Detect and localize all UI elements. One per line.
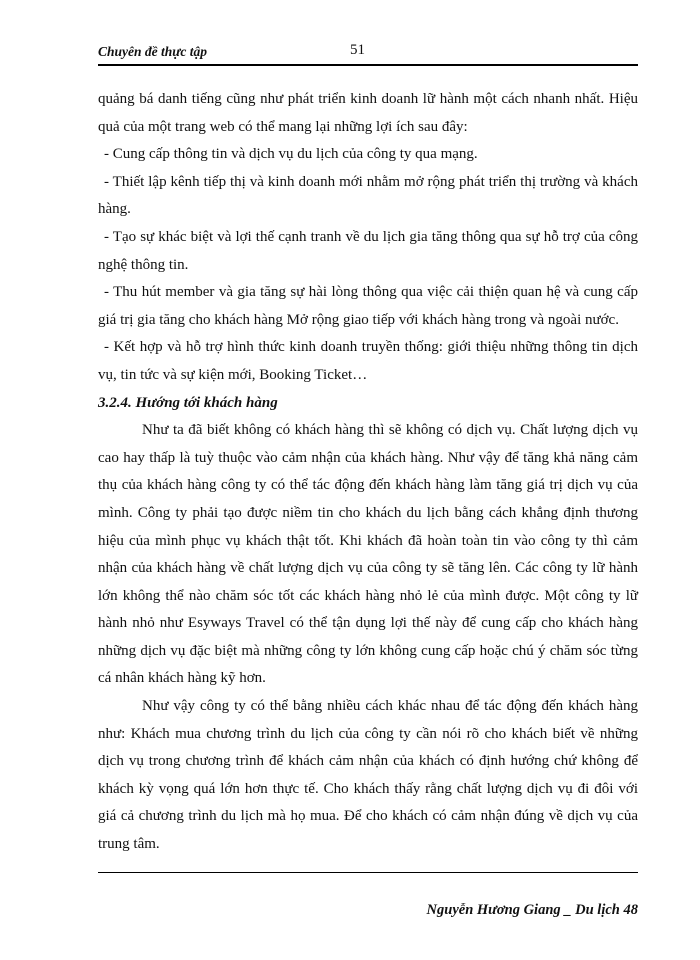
bullet-item: - Kết hợp và hỗ trợ hình thức kinh doanh truyền thống: giới thiệu những thông tin dịch vụ, tin tức và sự kiện mới, Booking Ticket…	[98, 339, 638, 383]
paragraph-body: Như vậy công ty có thể bằng nhiều cách khác nhau để tác động đến khách hàng như: Khách mua chương trình du lịch của công ty cần nói rõ cho khách biết về những dịch vụ trong chương trình để khách cảm nhận của khách có định hướng chứ không để khách kỳ vọng quá lớn hơn thực tế. Cho khách thấy rằng chất lượng dịch vụ đi đôi với giá cả chương trình du lịch mà họ mua. Để cho khách có cảm nhận đúng về dịch vụ của trung tâm.	[98, 698, 638, 853]
header-divider	[98, 64, 638, 66]
page-header	[98, 42, 638, 64]
paragraph-intro: quảng bá danh tiếng cũng như phát triển kinh doanh lữ hành một cách nhanh nhất. Hiệu quả của một trang web có thể mang lại những lợi ích sau đây:	[98, 91, 638, 135]
paragraph-body: Như ta đã biết không có khách hàng thì sẽ không có dịch vụ. Chất lượng dịch vụ cao hay thấp là tuỳ thuộc vào cảm nhận của khách hàng. Như vậy để tăng khả năng cảm thụ của khách hàng công ty có thể tác động đến khách hàng làm tăng giá trị dịch vụ của mình. Công ty phải tạo được niềm tin cho khách du lịch bằng cách khẳng định thương hiệu của mình phục vụ khách thật tốt. Khi khách đã hoàn toàn tin vào công ty thì cảm nhận của khách hàng về chất lượng dịch vụ của công ty sẽ tăng lên. Các công ty lữ hành lớn không thể nào chăm sóc tốt các khách hàng nhỏ lẻ của mình được. Một công ty lữ hành nhỏ như Esyways Travel có thể tận dụng lợi thế này để cung cấp cho khách hàng những dịch vụ đặc biệt mà những công ty lớn không cung cấp hoặc chú ý chăm sóc từng cá nhân khách hàng kỹ hơn.	[98, 422, 638, 687]
header-title: Chuyên đề thực tập	[98, 44, 207, 59]
document-body	[98, 86, 638, 859]
footer-author: Nguyễn Hương Giang _ Du lịch 48	[426, 902, 638, 918]
bullet-item: - Cung cấp thông tin và dịch vụ du lịch của công ty qua mạng.	[104, 146, 478, 163]
bullet-item: - Thiết lập kênh tiếp thị và kinh doanh mới nhằm mở rộng phát triển thị trường và khách hàng.	[98, 173, 638, 218]
bullet-item: - Thu hút member và gia tăng sự hài lòng thông qua việc cải thiện quan hệ và cung cấp giá trị gia tăng cho khách hàng Mở rộng giao tiếp với khách hàng trong và ngoài nước.	[98, 284, 638, 328]
page-number: 51	[350, 42, 365, 58]
section-heading: 3.2.4. Hướng tới khách hàng	[98, 394, 278, 411]
footer-divider	[98, 872, 638, 873]
bullet-item: - Tạo sự khác biệt và lợi thế cạnh tranh về du lịch gia tăng thông qua sự hỗ trợ của công nghệ thông tin.	[98, 228, 638, 273]
